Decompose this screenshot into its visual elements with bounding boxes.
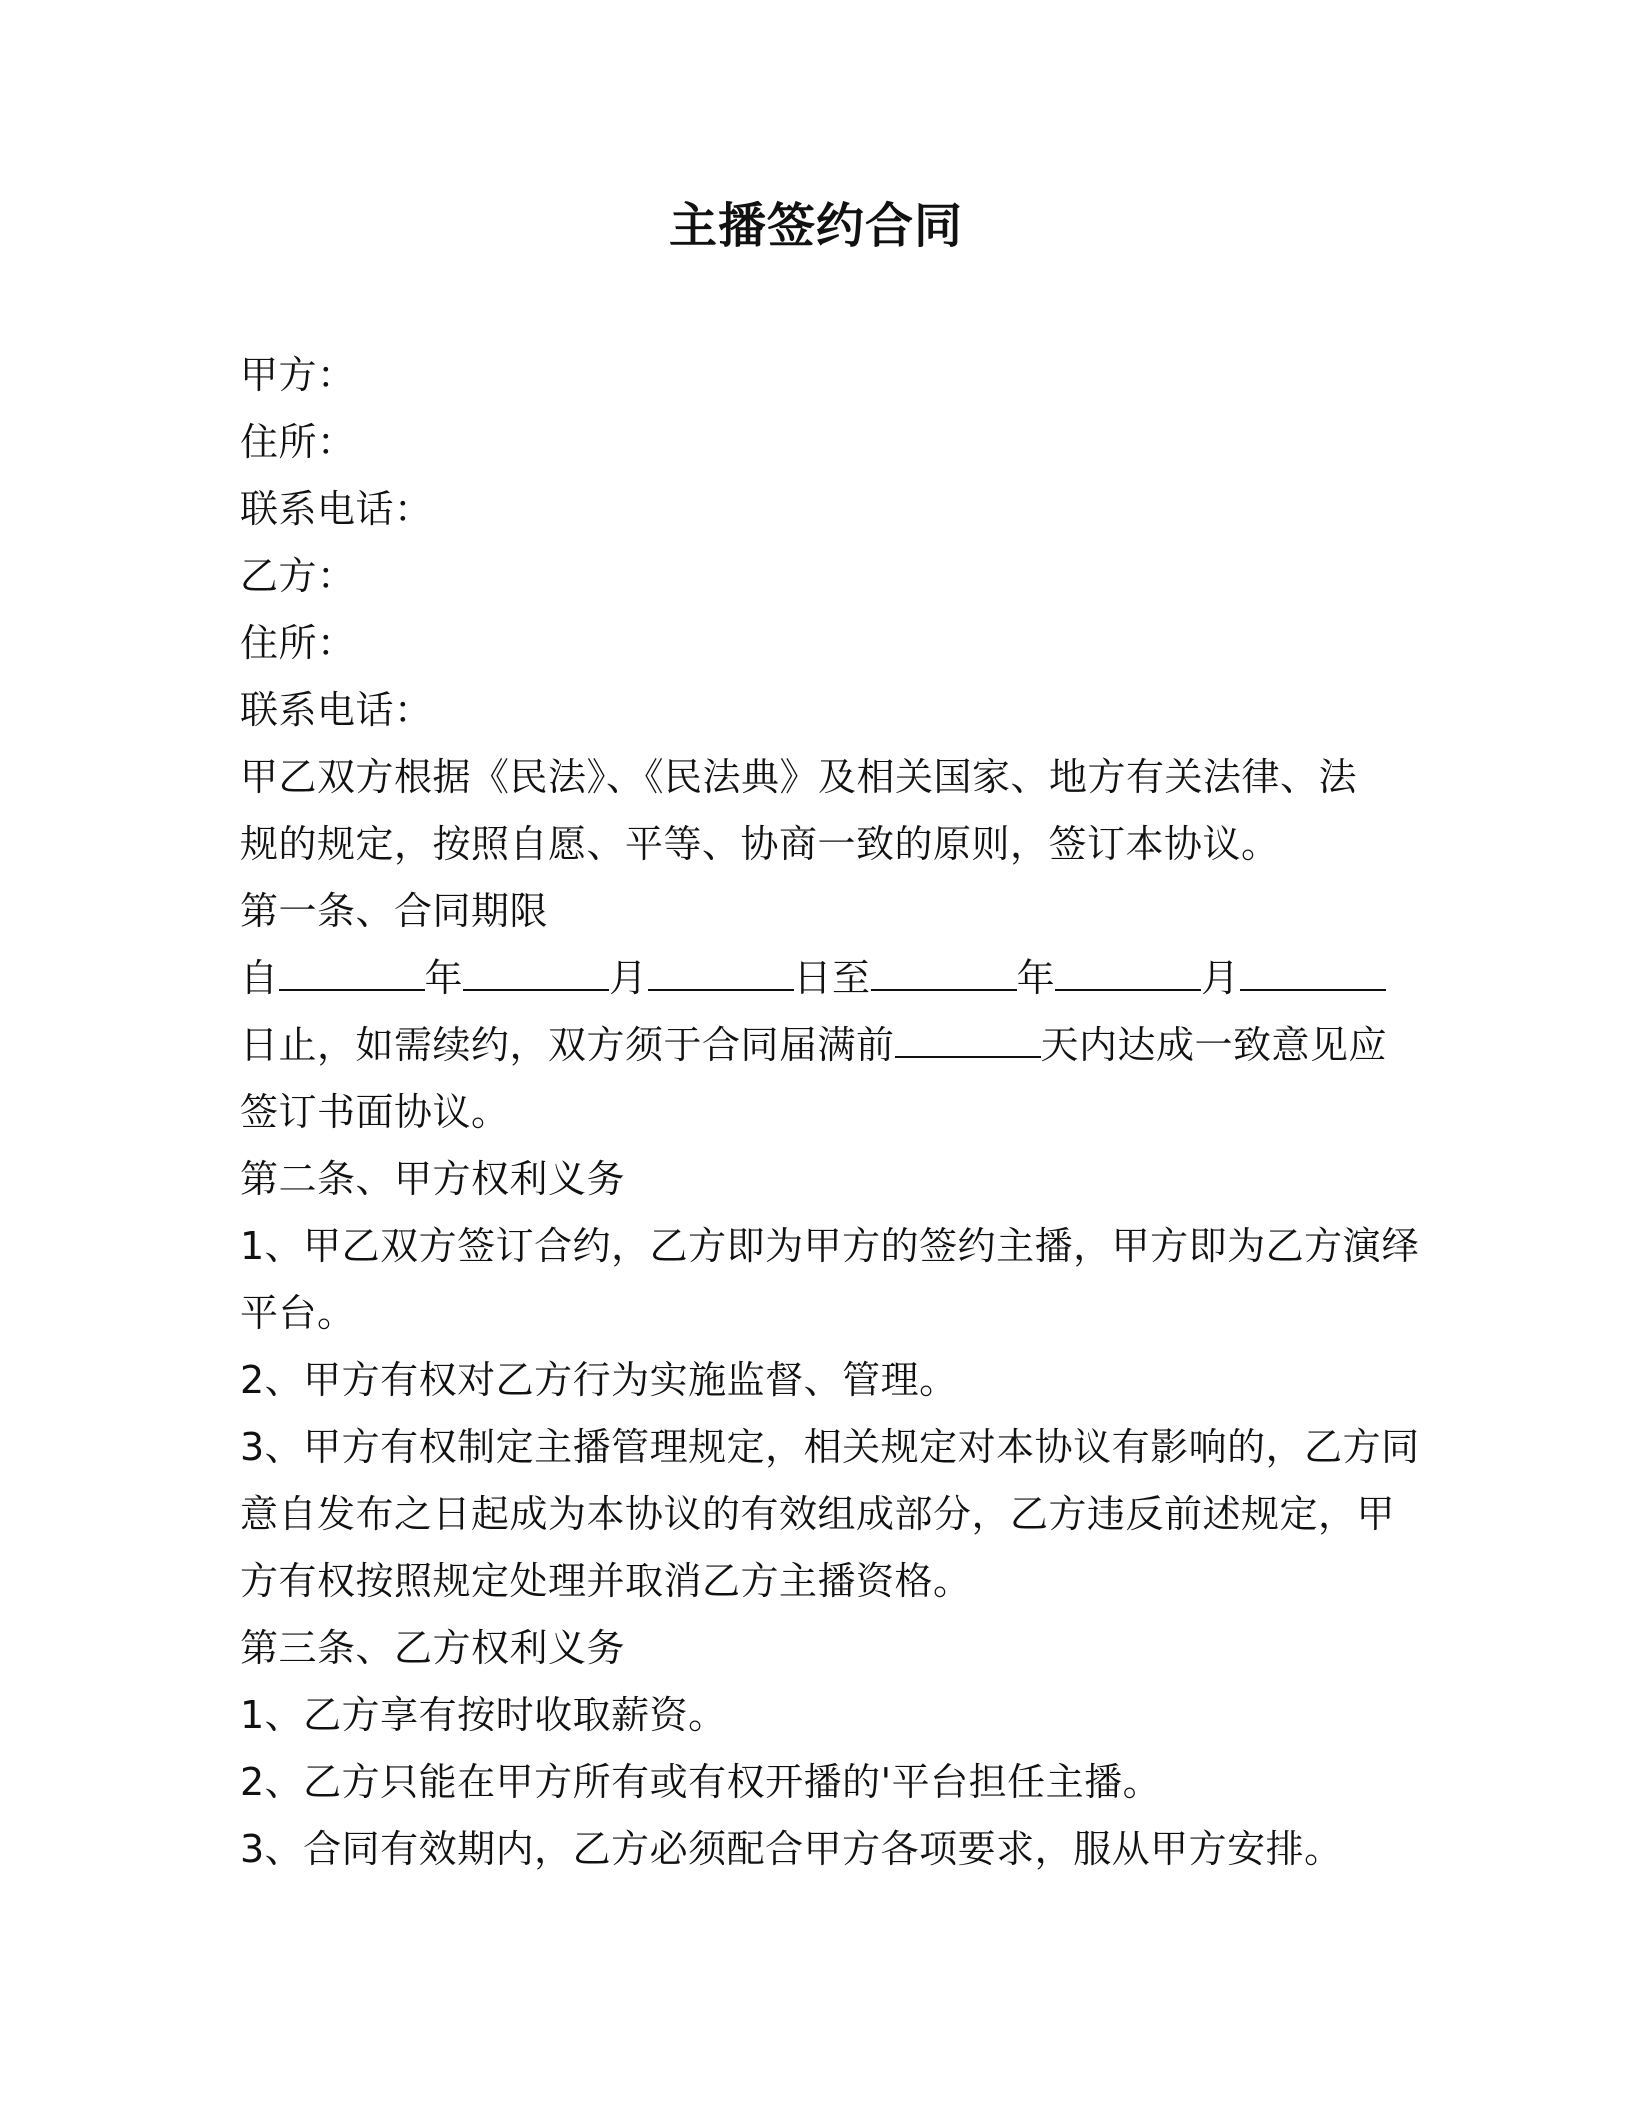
article-2-heading: 第二条、甲方权利义务 [240,1157,626,1201]
article-3-item-1: 1、乙方享有按时收取薪资。 [240,1693,727,1737]
end-month-blank [1055,959,1201,991]
article-3-item-3: 3、合同有效期内，乙方必须配合甲方各项要求，服从甲方安排。 [240,1827,1343,1871]
term-month-word: 月 [609,956,648,1000]
renewal-text-start: 日止，如需续约，双方须于合同届满前 [240,1023,895,1067]
term-year-word: 年 [424,956,464,1000]
renewal-text-end: 天内达成一致意见应 [1040,1023,1388,1067]
party-a-phone-label: 联系电话： [240,487,433,531]
article-2-item-3-line-3: 方有权按照规定处理并取消乙方主播资格。 [240,1559,972,1603]
term-renewal-line [240,1012,1388,1079]
term-line-3: 签订书面协议。 [240,1090,510,1134]
party-b-phone-label: 联系电话： [240,688,433,732]
start-month-blank [463,959,609,991]
contract-body [240,342,1420,1883]
term-year2-word: 年 [1016,956,1056,1000]
end-year-blank [871,959,1017,991]
preamble-line-2: 规的规定，按照自愿、平等、协商一致的原则，签订本协议。 [240,822,1280,866]
preamble-line-1: 甲乙双方根据《民法》、《民法典》及相关国家、地方有关法律、法 [240,755,1358,799]
article-3-item-2: 2、乙方只能在甲方所有或有权开播的'平台担任主播。 [240,1760,1162,1804]
party-b-address-label: 住所： [240,621,356,665]
article-3-heading: 第三条、乙方权利义务 [240,1626,626,1670]
article-2-item-3-line-1: 3、甲方有权制定主播管理规定，相关规定对本协议有影响的，乙方同 [240,1425,1420,1469]
article-2-item-1-line-1: 1、甲乙双方签订合约，乙方即为甲方的签约主播，甲方即为乙方演绎 [240,1224,1420,1268]
party-a-address-label: 住所： [240,420,356,464]
article-2-item-3-line-2: 意自发布之日起成为本协议的有效组成部分，乙方违反前述规定，甲 [240,1492,1396,1536]
term-day-to-word: 日至 [793,956,871,1000]
term-from-word: 自 [240,956,279,1000]
term-month2-word: 月 [1201,956,1240,1000]
article-2-item-2: 2、甲方有权对乙方行为实施监督、管理。 [240,1358,958,1402]
party-b-label: 乙方： [240,554,356,598]
party-a-label: 甲方： [240,353,356,397]
article-1-heading: 第一条、合同期限 [240,889,549,933]
end-day-blank [1240,959,1386,991]
contract-title: 主播签约合同 [668,198,963,254]
article-2-item-1-line-2: 平台。 [240,1291,356,1335]
renewal-days-blank [895,1026,1041,1058]
start-year-blank [279,959,425,991]
term-dates-line [240,945,1380,1012]
start-day-blank [648,959,794,991]
